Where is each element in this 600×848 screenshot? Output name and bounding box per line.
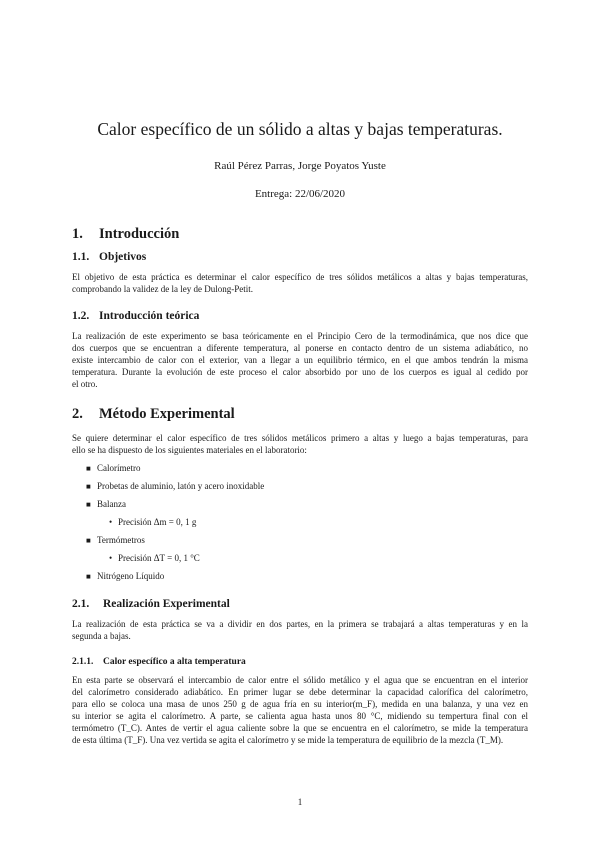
subsubsection-number: 2.1.1. [72,657,94,667]
sub-list-item: • Precisión ΔT = 0, 1 °C [109,553,200,563]
list-item: ■ Balanza [86,499,126,509]
text-line: del calorímetro considerado adiabático. En primer lugar se debe determinar la capacidad calorífica del calorímetro, [72,687,528,697]
section-number: 2. [72,406,83,422]
text-line: El objetivo de esta práctica es determinar el calor específico de tres sólidos metálicos a altas y bajas temperaturas, [72,272,528,282]
subsection-heading-realizacion-experimental [72,597,230,611]
bullet-icon: ■ [86,464,91,473]
text-line: Se quiere determinar el calor específico de tres sólidos metálicos primero a altas y luego a bajas temperaturas, para [72,433,528,443]
sub-bullet-icon: • [109,553,113,563]
text-line: comprobando la validez de la ley de Dulong-Petit. [72,284,253,294]
text-line: existe intercambio de calor con el exterior, van a llegar a un equilibrio térmico, en el que ambos tendrán la misma [72,355,528,365]
text-line: de esta última (T_F). Una vez vertida se agita el calorímetro y se mide la temperatura de equilibrio de la mezcla (T_M). [72,735,504,745]
text-line: En esta parte se observará el intercambio de calor entre el sólido metálico y el agua que se encuentran en el interior [72,675,528,685]
paragraph-introduccion-teorica [72,330,528,390]
text-line: el otro. [72,379,98,389]
section-title: Introducción [99,226,180,242]
list-item: ■ Nitrógeno Líquido [86,571,165,581]
paragraph-objetivos [72,271,528,295]
subsection-number: 1.1. [72,251,90,263]
subsubsection-heading-alta-temperatura [72,656,246,668]
text-line: segunda a bajas. [72,631,131,641]
section-heading-metodo-experimental [72,405,235,423]
paragraph-metodo [72,432,528,456]
sub-bullet-icon: • [109,517,113,527]
list-item: ■ Calorímetro [86,463,141,473]
paper-title: Calor específico de un sólido a altas y bajas temperaturas. [97,119,503,139]
list-item: ■ Probetas de aluminio, latón y acero inoxidable [86,481,265,491]
subsection-number: 2.1. [72,598,90,610]
bullet-icon: ■ [86,536,91,545]
section-heading-introduccion [72,225,179,243]
text-line: ello se ha dispuesto de los siguientes materiales en el laboratorio: [72,445,307,455]
bullet-icon: ■ [86,482,91,491]
paragraph-realizacion [72,618,528,642]
page-number: 1 [297,797,303,807]
list-item: ■ Termómetros [86,535,145,545]
text-line: dos cuerpos que se encuentran a diferente temperatura, al ponerse en contacto dentro de un sistema adiabático, no [72,343,528,353]
subsection-heading-introduccion-teorica [72,309,199,323]
subsubsection-title: Calor específico a alta temperatura [103,657,246,667]
bullet-icon: ■ [86,500,91,509]
text-line: su interior se agita el calorímetro. A parte, se calienta agua hasta unos 80 °C, midiendo su tempertura final con el [72,711,528,721]
submission-date: Entrega: 22/06/2020 [254,188,346,200]
subsection-title: Introducción teórica [99,310,200,322]
sub-list-item: • Precisión Δm = 0, 1 g [109,517,197,527]
subsection-title: Objetivos [99,251,147,263]
paragraph-alta-temperatura [72,674,528,746]
subsection-number: 1.2. [72,310,90,322]
section-number: 1. [72,226,83,242]
bullet-icon: ■ [86,572,91,581]
text-line: La realización de este experimento se basa teóricamente en el Principio Cero de la termodinámica, que nos dice que [72,331,528,341]
text-line: termómetro (T_C). Antes de vertir el agua caliente sobre la que se encuentra en el calorímetro, se mide la temperatura [72,723,528,733]
subsection-heading-objetivos [72,250,146,264]
paper-authors: Raúl Pérez Parras, Jorge Poyatos Yuste [214,160,386,172]
section-title: Método Experimental [99,406,235,422]
subsection-title: Realización Experimental [103,598,230,610]
text-line: para ello se coloca una masa de unos 250 g de agua fría en su interior(m_F), medida en una balanza, y una vez en [72,699,528,709]
text-line: temperatura. Durante la evolución de este proceso el calor absorbido por uno de los cuerpos es igual al cedido por [72,367,528,377]
text-line: La realización de esta práctica se va a dividir en dos partes, en la primera se trabajará a altas temperaturas y en la [72,619,528,629]
